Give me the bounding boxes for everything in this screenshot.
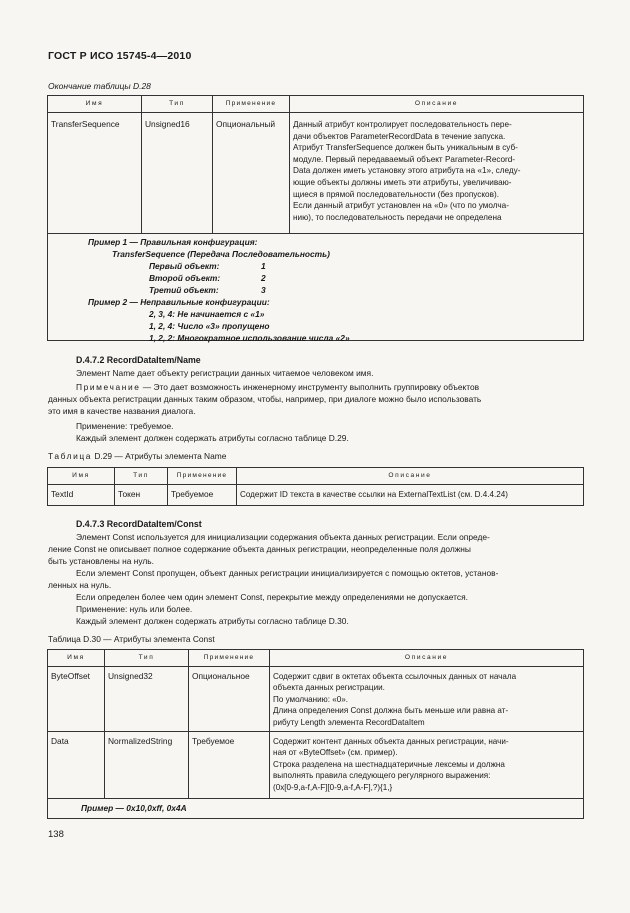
example-1-label: Третий объект: [149, 285, 219, 295]
section-d472-title: D.4.7.2 RecordDataItem/Name [76, 355, 201, 365]
caption-label: Таблица [48, 451, 93, 461]
col-header-name: Имя [48, 468, 115, 485]
note-label: Примечание [76, 382, 141, 392]
paragraph: Элемент Name дает объекту регистрации данных читаемое человеком имя. [76, 368, 374, 378]
cell-usage: Опциональный [213, 113, 290, 234]
note-line: данных объекта регистрации данных таким образом, чтобы, например, при диалоге можно было использовать [48, 394, 482, 404]
example-1-value: 3 [261, 285, 266, 295]
table-d29-caption [48, 451, 226, 462]
table-row [48, 732, 584, 799]
desc-line: выполнять правила следующего регулярного выражения: [273, 771, 491, 781]
page-number: 138 [48, 829, 64, 840]
desc-line: Содержит контент данных объекта данных регистрации, начи- [273, 737, 509, 746]
paragraph-line: Элемент Const используется для инициализации содержания объекта данных регистрации. Если опреде- [76, 532, 490, 542]
paragraph-line: ленных на нуль. [48, 580, 112, 590]
cell-description: Содержит ID текста в качестве ссылки на ExternalTextList (см. D.4.4.24) [237, 485, 584, 506]
desc-line: Содержит сдвиг в октетах объекта ссылочных данных от начала [273, 672, 517, 681]
table-d30-caption: Таблица D.30 — Атрибуты элемента Const [48, 634, 215, 644]
cell-type: Unsigned16 [142, 113, 213, 234]
desc-line: модуле. Первый передаваемый объект Parameter-Record- [293, 154, 516, 164]
paragraph-line: ление Const не описывает полное содержание объекта данных регистрации, неопределенные поля должны [48, 544, 471, 554]
desc-line: щиеся в прямой последовательности (без пропусков). [293, 189, 499, 199]
note-line: это имя в качестве названия диалога. [48, 406, 196, 416]
desc-line: Строка разделена на шестнадцатеричные лексемы и должна [273, 759, 505, 769]
section-d473-title: D.4.7.3 RecordDataItem/Const [76, 519, 202, 529]
table-d30 [47, 649, 584, 819]
cell-type: Токен [115, 485, 168, 506]
table-row [48, 113, 584, 234]
example-2-title: Пример 2 — Неправильные конфигурации: [88, 297, 270, 307]
cell-type: Unsigned32 [105, 667, 189, 732]
example-1-value: 2 [261, 273, 266, 283]
example-2-line: 1, 2, 4: Число «3» пропущено [149, 321, 270, 331]
col-header-description: Описание [290, 96, 584, 113]
col-header-usage: Применение [213, 96, 290, 113]
paragraph: Применение: требуемое. [76, 421, 174, 431]
table-row [48, 485, 584, 506]
cell-description [290, 113, 584, 234]
example-2-line: 2, 3, 4: Не начинается с «1» [149, 309, 265, 319]
desc-line: нию), то последовательность передачи не определена [293, 212, 502, 222]
example-1-value: 1 [261, 261, 266, 271]
cell-name: TextId [48, 485, 115, 506]
paragraph-line: Каждый элемент должен содержать атрибуты согласно таблице D.30. [76, 616, 349, 626]
desc-line: Атрибут TransferSequence должен быть уникальным в суб- [293, 143, 518, 153]
table-d28-caption: Окончание таблицы D.28 [48, 81, 151, 91]
col-header-type: Тип [105, 650, 189, 667]
note-text: — Это дает возможность инженерному инструменту выполнить группировку объектов [140, 382, 480, 392]
desc-line: Длина определения Const должна быть меньше или равна ат- [273, 706, 509, 716]
col-header-description: Описание [270, 650, 584, 667]
cell-usage: Требуемое [168, 485, 237, 506]
cell-description [270, 667, 584, 732]
col-header-name: Имя [48, 96, 142, 113]
cell-usage: Требуемое [189, 732, 270, 799]
col-header-usage: Применение [189, 650, 270, 667]
paragraph-line: Если определен более чем один элемент Const, перекрытие между определениями не допускается. [76, 592, 468, 602]
desc-line: объекта данных регистрации. [273, 683, 385, 693]
desc-line: ющие объекты должны иметь эти атрибуты, увеличиваю- [293, 177, 512, 187]
example-1-line: TransferSequence (Передача Последовательность) [112, 249, 330, 259]
cell-name: ByteOffset [48, 667, 105, 732]
desc-line: рибуту Length элемента RecordDataItem [273, 717, 425, 727]
desc-line: ная от «ByteOffset» (см. пример). [273, 748, 398, 758]
paragraph: Каждый элемент должен содержать атрибуты согласно таблице D.29. [76, 433, 349, 443]
note [76, 382, 582, 393]
desc-line: По умолчанию: «0». [273, 694, 348, 704]
cell-name: TransferSequence [48, 113, 142, 234]
examples-cell [48, 234, 584, 341]
desc-line: Данный атрибут контролирует последовательность пере- [293, 120, 512, 129]
example-1-label: Первый объект: [149, 261, 220, 271]
paragraph-line: быть установлены на нуль. [48, 556, 154, 566]
page-header: ГОСТ Р ИСО 15745-4—2010 [48, 50, 192, 62]
cell-description [270, 732, 584, 799]
cell-type: NormalizedString [105, 732, 189, 799]
paragraph-line: Если элемент Const пропущен, объект данных регистрации инициализируется с помощью октетов, установ- [76, 568, 499, 578]
example-1-title: Пример 1 — Правильная конфигурация: [88, 237, 258, 247]
table-d29 [47, 467, 584, 506]
desc-line: (0x[0-9,a-f,A-F][0-9,a-f,A-F],?){1,} [273, 782, 393, 792]
cell-usage: Опциональное [189, 667, 270, 732]
col-header-name: Имя [48, 650, 105, 667]
table-row [48, 667, 584, 732]
caption-text: D.29 — Атрибуты элемента Name [92, 451, 227, 461]
desc-line: Data должен иметь установку этого атрибута на «1», следу- [293, 166, 521, 176]
example-1-label: Второй объект: [149, 273, 221, 283]
col-header-type: Тип [142, 96, 213, 113]
desc-line: дачи объектов ParameterRecordData в течение запуска. [293, 131, 506, 141]
col-header-type: Тип [115, 468, 168, 485]
table-d28 [47, 95, 584, 341]
example-cell [48, 799, 584, 819]
paragraph-line: Применение: нуль или более. [76, 604, 193, 614]
example-text: Пример — 0x10,0xff, 0x4A [81, 802, 187, 813]
cell-name: Data [48, 732, 105, 799]
col-header-description: Описание [237, 468, 584, 485]
desc-line: Если данный атрибут установлен на «0» (что по умолча- [293, 201, 509, 211]
example-2-line: 1, 2, 2: Многократное использование числа «2» [149, 333, 350, 343]
col-header-usage: Применение [168, 468, 237, 485]
